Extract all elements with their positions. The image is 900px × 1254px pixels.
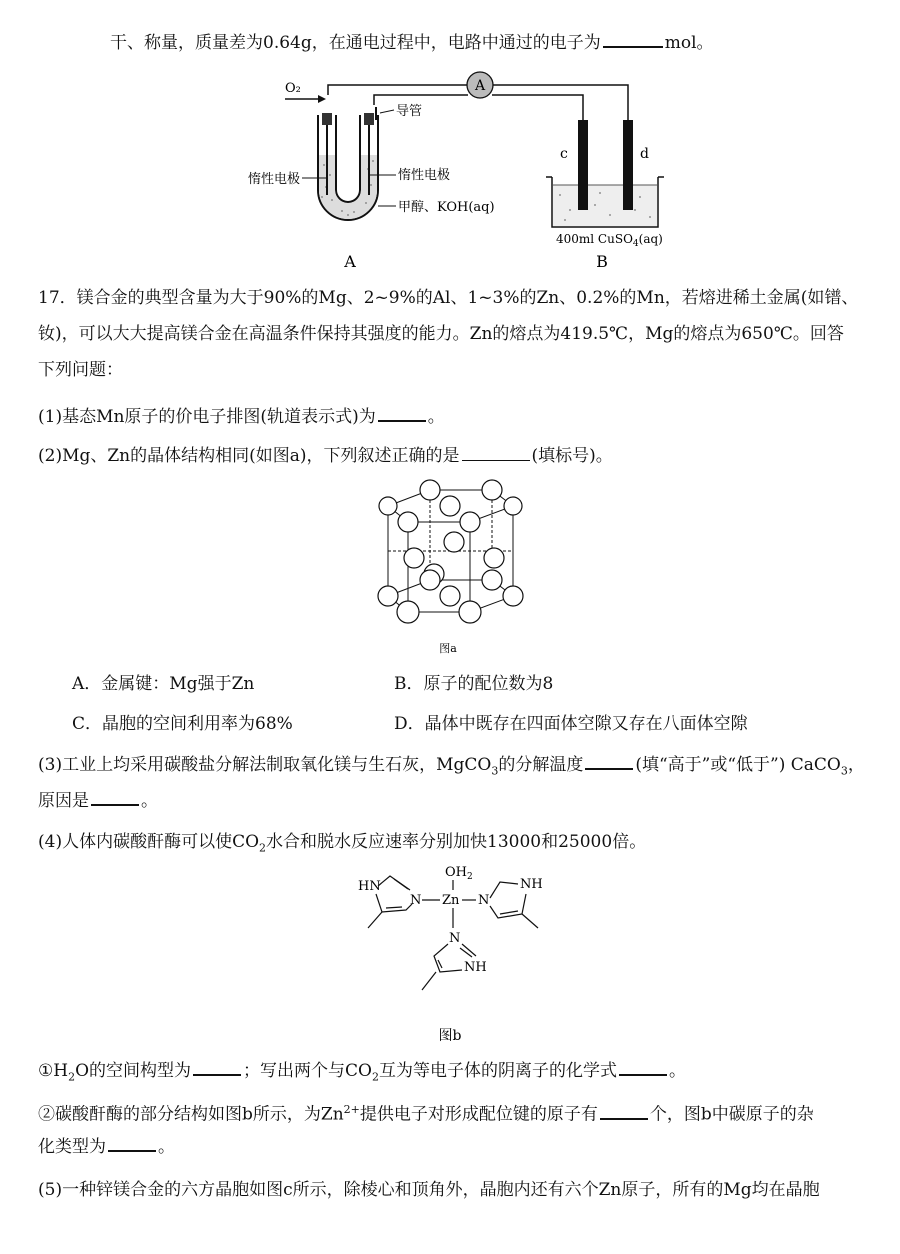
electrode-c [578, 120, 588, 210]
answer-blank[interactable] [108, 1134, 156, 1152]
crystal-structure-figure-a [368, 478, 528, 658]
answer-blank[interactable] [619, 1058, 667, 1076]
fig-b-n3: N [449, 931, 461, 946]
q17-sub1-d: 互为等电子体的阴离子的化学式 [378, 1061, 617, 1081]
d-label: d [640, 146, 649, 162]
q17-part3-text-a: (3)工业上均采用碳酸盐分解法制取氧化镁与生石灰，MgCO [38, 755, 492, 775]
tube-label: 导管 [396, 104, 423, 119]
q17-part3-line2 [38, 788, 870, 813]
caption-a: A [344, 252, 356, 270]
option-c[interactable]: C．晶胞的空间利用率为68% [72, 714, 293, 734]
c-label: c [560, 146, 568, 162]
q17-part4 [38, 830, 870, 860]
q17-sub2-b: 提供电子对形成配位键的原子有 [359, 1104, 598, 1125]
fig-b-n1: N [410, 893, 422, 908]
q17-part2 [38, 444, 870, 468]
subscript: 3 [491, 764, 499, 778]
answer-blank[interactable] [603, 30, 663, 48]
q17-sub2-c: 个，图b中碳原子的杂 [649, 1104, 814, 1125]
q17-stem-3: 下列问题： [38, 360, 123, 380]
fig-b-nh2: NH [464, 960, 487, 975]
q17-sub1 [38, 1058, 870, 1089]
q17-sub1-end: 。 [668, 1061, 686, 1081]
q17-sub1-a: ①H [38, 1061, 69, 1081]
option-d[interactable]: D．晶体中既存在四面体空隙又存在八面体空隙 [394, 714, 748, 734]
q17-part1-text: (1)基态Mn原子的价电子排图(轨道表示式)为 [38, 407, 376, 427]
subscript: 2 [259, 841, 267, 855]
answer-blank[interactable] [600, 1102, 648, 1120]
q17-part4-text-a: (4)人体内碳酸酐酶可以使CO [38, 832, 260, 852]
fig-b-nh1: NH [520, 877, 543, 892]
q17-part2-text: (2)Mg、Zn的晶体结构相同(如图a)，下列叙述正确的是 [38, 446, 460, 466]
option-b[interactable]: B．原子的配位数为8 [394, 674, 554, 694]
answer-blank[interactable] [193, 1058, 241, 1076]
fig-b-zn: Zn [442, 893, 460, 908]
q17-part1-end: 。 [427, 407, 445, 427]
right-electrode-label: 惰性电极 [398, 168, 451, 183]
caption-b: B [596, 252, 608, 270]
subscript: 2 [68, 1070, 76, 1084]
q17-sub2 [38, 1098, 870, 1127]
q17-part3 [38, 752, 870, 783]
subscript: 2 [371, 1070, 379, 1084]
fig-b-oh2: $OH_2$ [445, 865, 473, 882]
q17-sub2-end: 。 [158, 1137, 175, 1157]
q17-part3-end: 。 [141, 791, 158, 811]
q17-part2-end: (填标号)。 [531, 446, 613, 466]
answer-blank[interactable] [91, 788, 139, 806]
answer-blank[interactable] [462, 444, 530, 461]
enzyme-structure-figure-b [350, 860, 550, 1045]
fuel-cell-diagram [240, 65, 680, 270]
superscript: 2+ [343, 1103, 360, 1116]
subscript: 3 [840, 764, 848, 778]
answer-blank[interactable] [585, 752, 633, 770]
electrolyte-label: 甲醇、KOH(aq) [398, 200, 495, 215]
fig-b-hn: HN [358, 879, 381, 894]
q17-sub1-b: O的空间构型为 [75, 1061, 192, 1081]
q16-tail-text: 干、称量，质量差为0.64g，在通电过程中，电路中通过的电子为 [110, 33, 601, 53]
figure-a-caption: 图a [439, 642, 457, 655]
q17-sub2-a: ②碳酸酐酶的部分结构如图b所示，为Zn [38, 1104, 344, 1125]
q17-part3-reason: 原因是 [38, 791, 89, 811]
q17-part3-text-b: 的分解温度 [498, 755, 584, 775]
q16-tail-line [110, 30, 870, 55]
electrode-d [623, 120, 633, 210]
q17-stem-1: 17．镁合金的典型含量为大于90%的Mg、2~9%的Al、1~3%的Zn、0.2%的Mn，若熔进稀土金属(如镨、 [38, 288, 859, 308]
answer-blank[interactable] [378, 404, 426, 422]
left-electrode-label: 惰性电极 [248, 172, 301, 187]
q17-part3-text-c: (填“高于”或“低于”) CaCO [635, 755, 841, 775]
q17-part1 [38, 404, 870, 429]
beaker-label: 400ml CuSO$_4$(aq) [556, 232, 663, 249]
figure-b-caption: 图b [438, 1028, 462, 1044]
option-a[interactable]: A．金属键：Mg强于Zn [72, 674, 255, 694]
o2-label: O₂ [285, 81, 301, 96]
q17-part3-text-d: ， [847, 755, 865, 775]
ammeter-label: A [474, 78, 486, 94]
q17-stem-2: 钕)，可以大大提高镁合金在高温条件保持其强度的能力。Zn的熔点为419.5℃，Mg的熔点为650℃。回答 [38, 324, 844, 344]
q17-sub1-c: ；写出两个与CO [243, 1061, 372, 1081]
q17-sub2-hybrid: 化类型为 [38, 1137, 106, 1157]
q17-part4-text-b: 水合和脱水反应速率分别加快13000和25000倍。 [266, 832, 647, 852]
q17-part5: (5)一种锌镁合金的六方晶胞如图c所示，除棱心和顶角外，晶胞内还有六个Zn原子，所有的Mg均在晶胞 [38, 1180, 820, 1200]
fig-b-n2: N [478, 893, 490, 908]
q16-unit: mol。 [664, 33, 714, 53]
q17-sub2-line2 [38, 1134, 870, 1159]
